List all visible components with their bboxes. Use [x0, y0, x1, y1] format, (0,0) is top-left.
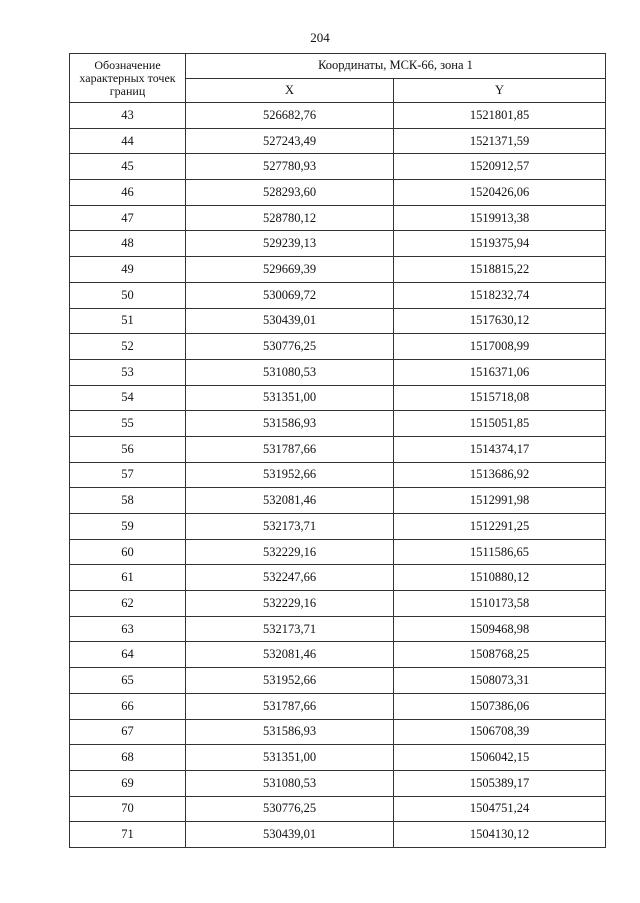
- table-row: [70, 642, 606, 668]
- table-header-row: [70, 54, 606, 79]
- table-row: [70, 154, 606, 180]
- y-coordinate-cell: 1508073,31: [394, 668, 606, 694]
- table-row: [70, 231, 606, 257]
- point-cell: 58: [70, 488, 186, 514]
- y-coordinate-cell: 1518815,22: [394, 257, 606, 283]
- x-coordinate-cell: 530776,25: [186, 796, 394, 822]
- x-coordinate-cell: 532229,16: [186, 539, 394, 565]
- y-coordinate-cell: 1504751,24: [394, 796, 606, 822]
- x-coordinate-cell: 531080,53: [186, 770, 394, 796]
- point-cell: 63: [70, 616, 186, 642]
- point-cell: 57: [70, 462, 186, 488]
- table-row: [70, 488, 606, 514]
- page-number: 204: [310, 30, 330, 45]
- coordinates-group-header: Координаты, МСК-66, зона 1: [186, 54, 606, 79]
- y-coordinate-cell: 1515051,85: [394, 411, 606, 437]
- y-coordinate-cell: 1521371,59: [394, 128, 606, 154]
- x-coordinate-cell: 528780,12: [186, 205, 394, 231]
- point-cell: 56: [70, 436, 186, 462]
- y-coordinate-cell: 1507386,06: [394, 693, 606, 719]
- point-cell: 43: [70, 103, 186, 129]
- table-header: [70, 54, 606, 103]
- table-row: [70, 436, 606, 462]
- table-row: [70, 770, 606, 796]
- table-row: [70, 308, 606, 334]
- point-cell: 44: [70, 128, 186, 154]
- y-coordinate-cell: 1510173,58: [394, 591, 606, 617]
- point-cell: 49: [70, 257, 186, 283]
- x-coordinate-cell: 532173,71: [186, 514, 394, 540]
- x-coordinate-cell: 528293,60: [186, 180, 394, 206]
- table-row: [70, 282, 606, 308]
- point-cell: 71: [70, 822, 186, 848]
- x-coordinate-cell: 532081,46: [186, 488, 394, 514]
- y-coordinate-cell: 1519913,38: [394, 205, 606, 231]
- x-coordinate-cell: 531586,93: [186, 411, 394, 437]
- table-row: [70, 719, 606, 745]
- point-cell: 66: [70, 693, 186, 719]
- point-cell: 67: [70, 719, 186, 745]
- x-coordinate-cell: 531080,53: [186, 359, 394, 385]
- y-coordinate-cell: 1510880,12: [394, 565, 606, 591]
- table-row: [70, 616, 606, 642]
- table-row: [70, 745, 606, 771]
- y-coordinate-cell: 1506042,15: [394, 745, 606, 771]
- x-column-header: X: [186, 78, 394, 103]
- x-coordinate-cell: 530776,25: [186, 334, 394, 360]
- y-coordinate-cell: 1520426,06: [394, 180, 606, 206]
- table-row: [70, 822, 606, 848]
- point-cell: 65: [70, 668, 186, 694]
- table-row: [70, 668, 606, 694]
- table-row: [70, 205, 606, 231]
- y-coordinate-cell: 1514374,17: [394, 436, 606, 462]
- y-coordinate-cell: 1509468,98: [394, 616, 606, 642]
- y-coordinate-cell: 1519375,94: [394, 231, 606, 257]
- x-coordinate-cell: 530069,72: [186, 282, 394, 308]
- point-column-header: Обозначение характерных точек границ: [70, 54, 186, 103]
- y-coordinate-cell: 1508768,25: [394, 642, 606, 668]
- coordinates-table: [69, 53, 606, 848]
- y-coordinate-cell: 1515718,08: [394, 385, 606, 411]
- x-coordinate-cell: 532173,71: [186, 616, 394, 642]
- x-coordinate-cell: 529669,39: [186, 257, 394, 283]
- point-cell: 61: [70, 565, 186, 591]
- table-body: [70, 103, 606, 848]
- point-cell: 69: [70, 770, 186, 796]
- y-coordinate-cell: 1505389,17: [394, 770, 606, 796]
- x-coordinate-cell: 531787,66: [186, 436, 394, 462]
- table-row: [70, 128, 606, 154]
- table-row: [70, 411, 606, 437]
- y-coordinate-cell: 1511586,65: [394, 539, 606, 565]
- y-coordinate-cell: 1513686,92: [394, 462, 606, 488]
- x-coordinate-cell: 530439,01: [186, 308, 394, 334]
- x-coordinate-cell: 532247,66: [186, 565, 394, 591]
- x-coordinate-cell: 531351,00: [186, 745, 394, 771]
- x-coordinate-cell: 532229,16: [186, 591, 394, 617]
- point-cell: 48: [70, 231, 186, 257]
- x-coordinate-cell: 530439,01: [186, 822, 394, 848]
- table-row: [70, 180, 606, 206]
- table-row: [70, 462, 606, 488]
- y-coordinate-cell: 1520912,57: [394, 154, 606, 180]
- table-row: [70, 334, 606, 360]
- x-coordinate-cell: 531586,93: [186, 719, 394, 745]
- table-row: [70, 539, 606, 565]
- table-row: [70, 103, 606, 129]
- point-cell: 50: [70, 282, 186, 308]
- point-cell: 55: [70, 411, 186, 437]
- x-coordinate-cell: 526682,76: [186, 103, 394, 129]
- table-row: [70, 693, 606, 719]
- x-coordinate-cell: 527243,49: [186, 128, 394, 154]
- table-row: [70, 385, 606, 411]
- point-cell: 52: [70, 334, 186, 360]
- point-cell: 68: [70, 745, 186, 771]
- y-coordinate-cell: 1506708,39: [394, 719, 606, 745]
- point-cell: 70: [70, 796, 186, 822]
- y-coordinate-cell: 1512291,25: [394, 514, 606, 540]
- point-cell: 60: [70, 539, 186, 565]
- y-coordinate-cell: 1504130,12: [394, 822, 606, 848]
- table-row: [70, 796, 606, 822]
- point-cell: 62: [70, 591, 186, 617]
- y-coordinate-cell: 1516371,06: [394, 359, 606, 385]
- x-coordinate-cell: 527780,93: [186, 154, 394, 180]
- x-coordinate-cell: 531351,00: [186, 385, 394, 411]
- point-cell: 59: [70, 514, 186, 540]
- y-coordinate-cell: 1521801,85: [394, 103, 606, 129]
- point-cell: 47: [70, 205, 186, 231]
- point-cell: 45: [70, 154, 186, 180]
- y-coordinate-cell: 1517630,12: [394, 308, 606, 334]
- x-coordinate-cell: 531787,66: [186, 693, 394, 719]
- point-cell: 51: [70, 308, 186, 334]
- table-row: [70, 514, 606, 540]
- x-coordinate-cell: 531952,66: [186, 668, 394, 694]
- y-coordinate-cell: 1518232,74: [394, 282, 606, 308]
- point-cell: 64: [70, 642, 186, 668]
- y-coordinate-cell: 1512991,98: [394, 488, 606, 514]
- point-cell: 54: [70, 385, 186, 411]
- y-column-header: Y: [394, 78, 606, 103]
- point-cell: 53: [70, 359, 186, 385]
- table-row: [70, 565, 606, 591]
- table-row: [70, 359, 606, 385]
- x-coordinate-cell: 531952,66: [186, 462, 394, 488]
- x-coordinate-cell: 532081,46: [186, 642, 394, 668]
- x-coordinate-cell: 529239,13: [186, 231, 394, 257]
- y-coordinate-cell: 1517008,99: [394, 334, 606, 360]
- table-row: [70, 591, 606, 617]
- table-row: [70, 257, 606, 283]
- point-cell: 46: [70, 180, 186, 206]
